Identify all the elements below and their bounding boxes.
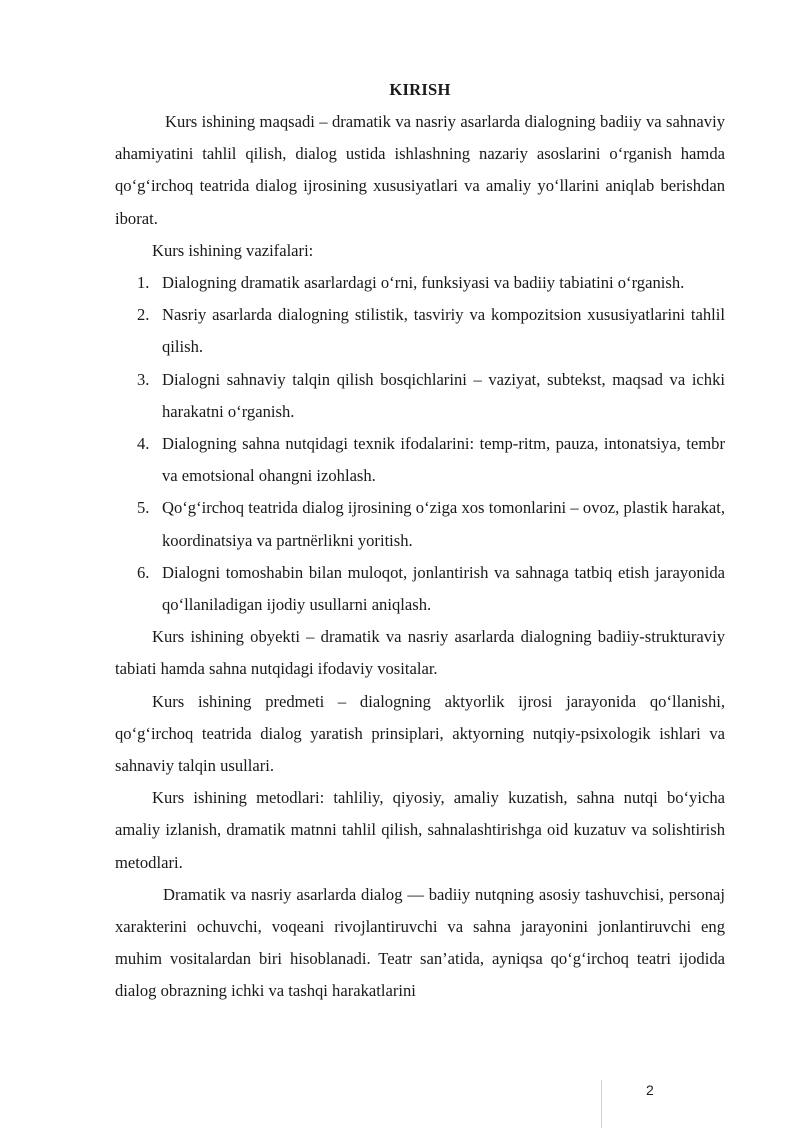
closing-paragraph: Dramatik va nasriy asarlarda dialog — badiiy nutqning asosiy tashuvchisi, personaj xarakterini ochuvchi, voqeani rivojlantiruvchi va sahna jarayonini jonlantiruvchi eng muhim vositalardan biri hisoblanadi. Teatr san’atida, ayniqsa qo‘g‘irchoq teatri ijodida dialog obrazning ichki va tashqi harakatlarini [115,884,725,1001]
list-item-text: Dialogning sahna nutqidagi texnik ifodalarini: temp-ritm, pauza, intonatsiya, tembr va emotsional ohangni izohlash. [162,434,725,486]
methods-paragraph: Kurs ishining metodlari: tahliliy, qiyosiy, amaliy kuzatish, sahna nutqi bo‘yicha amaliy izlanish, dramatik matnni tahlil qilish, sahnalashtirishga oid kuzatuv va solishtirish metodlari. [115,788,725,872]
list-item-number: 6. [137,562,150,582]
tasks-heading: Kurs ishining vazifalari: [152,240,314,260]
list-item-number: 1. [137,273,150,293]
page-number-divider [601,1080,602,1128]
section-title: KIRISH [389,80,451,99]
intro-paragraph: Kurs ishining maqsadi – dramatik va nasriy asarlarda dialogning badiiy va sahnaviy ahamiyatini tahlil qilish, dialog ustida ishlashning nazariy asoslarini o‘rganish hamda qo‘g‘irchoq teatrida dialog ijrosining xususiyatlari va amaliy yo‘llarini aniqlab berishdan iborat. [115,112,725,228]
list-item-number: 3. [137,369,150,389]
list-item [115,299,725,363]
tasks-list [115,267,725,621]
list-item [115,492,725,556]
subject-paragraph: Kurs ishining predmeti – dialogning aktyorlik ijrosi jarayonida qo‘llanishi, qo‘g‘irchoq teatrida dialog yaratish prinsiplari, aktyorning nutqiy-psixologik ishlari va sahnaviy talqin usullari. [115,691,725,776]
list-item-text: Nasriy asarlarda dialogning stilistik, tasviriy va kompozitsion xususiyatlarini tahlil qilish. [162,305,725,357]
list-item-number: 4. [137,434,150,454]
list-item-text: Qo‘g‘irchoq teatrida dialog ijrosining o‘ziga xos tomonlarini – ovoz, plastik harakat, koordinatsiya va partnërlikni yoritish. [162,498,725,550]
list-item [115,267,725,299]
list-item-text: Dialogni sahnaviy talqin qilish bosqichlarini – vaziyat, subtekst, maqsad va ichki harakatni o‘rganish. [162,369,725,421]
list-item-number: 5. [137,498,150,518]
list-item [115,428,725,492]
list-item-text: Dialogning dramatik asarlardagi o‘rni, funksiyasi va badiiy tabiatini o‘rganish. [162,273,685,293]
page-content [115,74,725,1008]
list-item-number: 2. [137,305,150,325]
page-number: 2 [646,1082,654,1098]
list-item-text: Dialogni tomoshabin bilan muloqot, jonlantirish va sahnaga tatbiq etish jarayonida qo‘llaniladigan ijodiy usullarni aniqlash. [162,562,725,615]
list-item [115,557,725,621]
object-paragraph: Kurs ishining obyekti – dramatik va nasriy asarlarda dialogning badiiy-strukturaviy tabiati hamda sahna nutqidagi ifodaviy vositalar. [115,627,725,679]
list-item [115,364,725,428]
